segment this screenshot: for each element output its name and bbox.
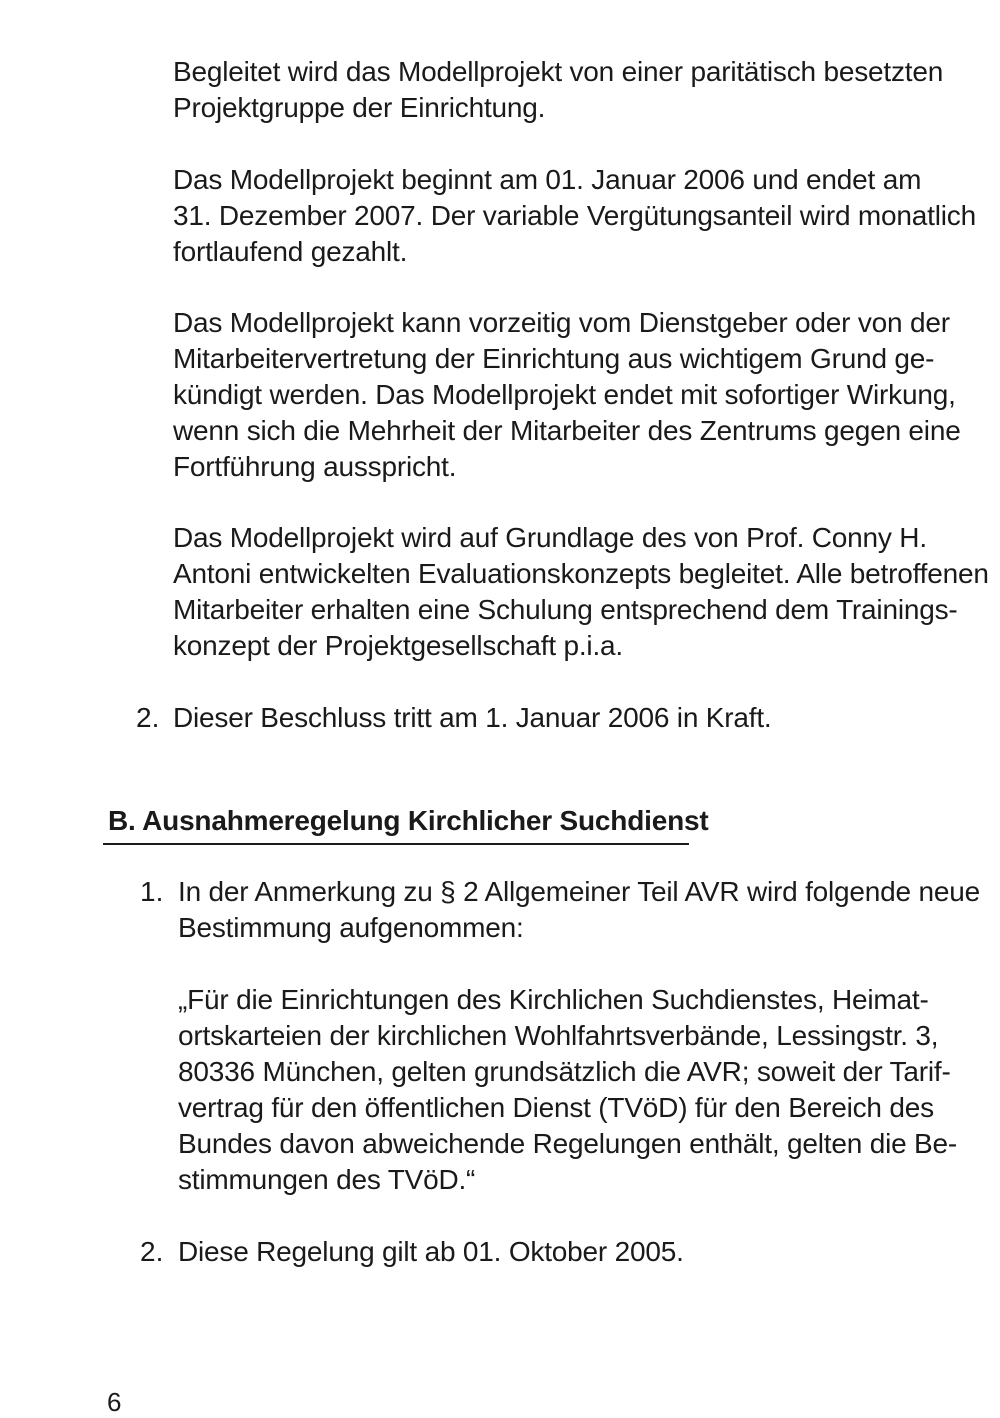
text-line: konzept der Projektgesellschaft p.i.a. [173,630,623,661]
text-line: ortskarteien der kirchlichen Wohlfahrtsverbände, Lessingstr. 3, [178,1020,939,1051]
section-heading: B. Ausnahmeregelung Kirchlicher Suchdienst [108,805,709,836]
text-line: 31. Dezember 2007. Der variable Vergütungsanteil wird monatlich [173,200,976,231]
text-line: 80336 München, gelten grundsätzlich die AVR; soweit der Tarif- [178,1056,951,1087]
text-line: vertrag für den öffentlichen Dienst (TVöD) für den Bereich des [178,1092,934,1123]
text-line: Bundes davon abweichende Regelungen enthält, gelten die Be- [178,1128,958,1159]
text-line: Projektgruppe der Einrichtung. [173,92,546,123]
list-number: 1. [140,876,164,907]
text-line: Das Modellprojekt wird auf Grundlage des von Prof. Conny H. [173,522,927,553]
heading-underline [103,843,689,845]
list-number: 2. [136,702,160,733]
list-number: 2. [140,1236,164,1267]
text-line: wenn sich die Mehrheit der Mitarbeiter des Zentrums gegen eine [173,415,961,446]
text-line: „Für die Einrichtungen des Kirchlichen Suchdienstes, Heimat- [178,984,929,1015]
list-item-text: Dieser Beschluss tritt am 1. Januar 2006 in Kraft. [173,702,772,733]
text-line: Das Modellprojekt kann vorzeitig vom Dienstgeber oder von der [173,307,950,338]
text-line: Begleitet wird das Modellprojekt von einer paritätisch besetzten [173,56,944,87]
text-line: In der Anmerkung zu § 2 Allgemeiner Teil AVR wird folgende neue [178,876,980,907]
text-line: kündigt werden. Das Modellprojekt endet mit sofortiger Wirkung, [173,379,956,410]
text-line: Bestimmung aufgenommen: [178,912,524,943]
list-item-text: Diese Regelung gilt ab 01. Oktober 2005. [178,1236,684,1267]
text-line: stimmungen des TVöD.“ [178,1164,476,1195]
text-line: Das Modellprojekt beginnt am 01. Januar 2006 und endet am [173,164,922,195]
text-line: Antoni entwickelten Evaluationskonzepts begleitet. Alle betroffenen [173,558,989,589]
text-line: Mitarbeiter erhalten eine Schulung entsprechend dem Trainings- [173,594,958,625]
text-line: Fortführung ausspricht. [173,451,457,482]
page-number: 6 [107,1387,122,1417]
text-line: Mitarbeitervertretung der Einrichtung aus wichtigem Grund ge- [173,343,935,374]
text-line: fortlaufend gezahlt. [173,236,408,267]
